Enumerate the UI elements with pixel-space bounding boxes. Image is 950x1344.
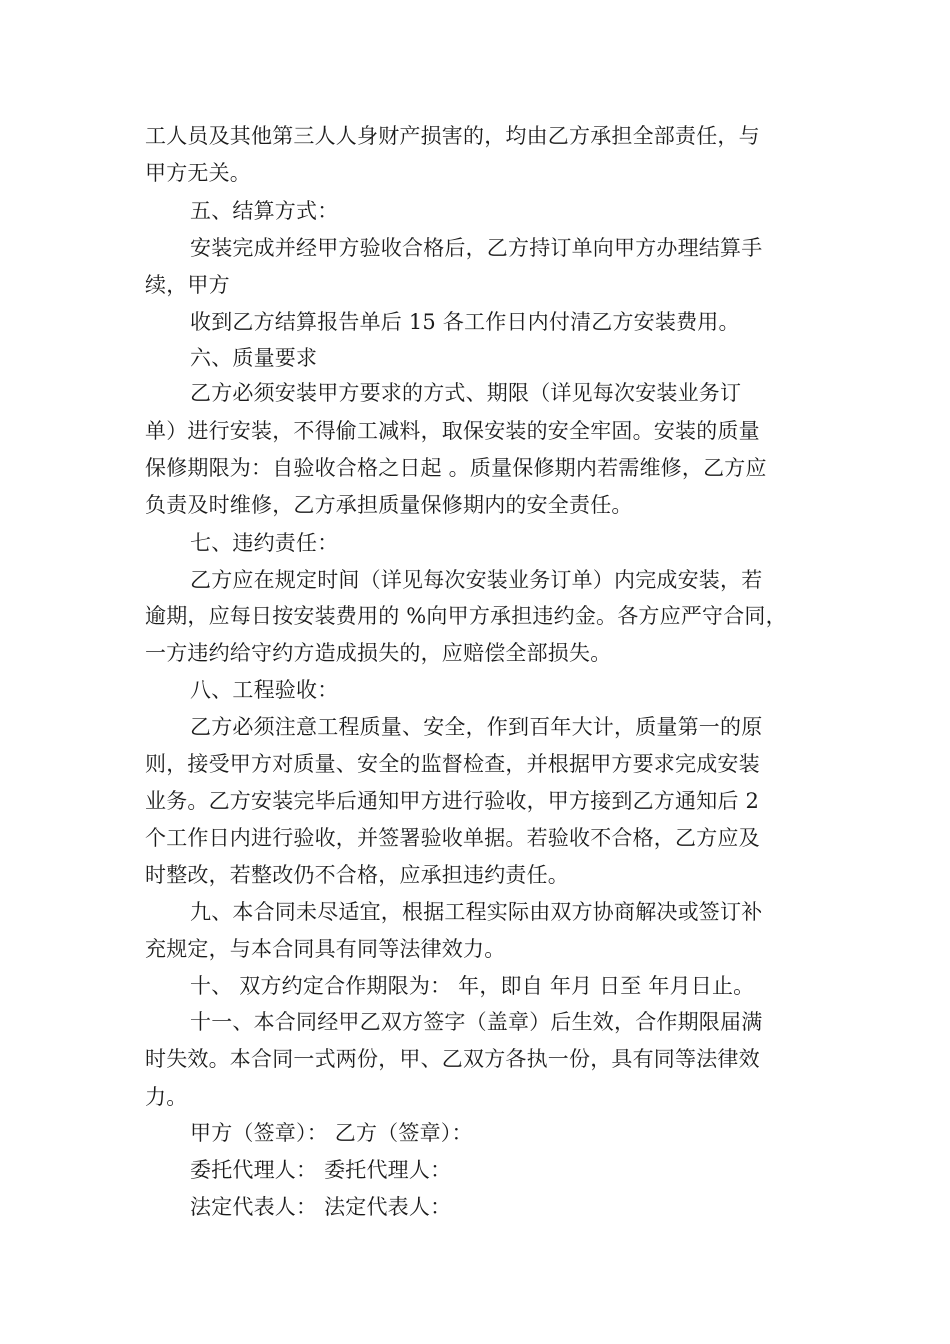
- text-line: 续，甲方: [145, 273, 230, 297]
- signature-line-party: 甲方（签章）： 乙方（签章）：: [190, 1121, 473, 1145]
- text-line: 力。: [145, 1085, 188, 1109]
- text-line: 个工作日内进行验收，并签署验收单据。若验收不合格，乙方应及: [145, 826, 760, 850]
- section-heading: 五、结算方式：: [190, 199, 339, 223]
- text-line: 收到乙方结算报告单后 15 各工作日内付清乙方安装费用。: [190, 310, 740, 334]
- text-line: 乙方应在规定时间（详见每次安装业务订单）内完成安装，若: [190, 568, 763, 592]
- text-line: 负责及时维修，乙方承担质量保修期内的安全责任。: [145, 493, 633, 517]
- signature-line-agent: 委托代理人： 委托代理人：: [190, 1158, 452, 1182]
- text-line: 甲方无关。: [145, 161, 251, 185]
- section-heading: 八、工程验收：: [190, 678, 339, 702]
- text-line: 十一、本合同经甲乙双方签字（盖章）后生效，合作期限届满: [190, 1010, 763, 1034]
- text-line: 单）进行安装，不得偷工减料，取保安装的安全牢固。安装的质量: [145, 419, 760, 443]
- text-line: 乙方必须注意工程质量、安全，作到百年大计，质量第一的原: [190, 715, 763, 739]
- signature-line-legal-rep: 法定代表人： 法定代表人：: [190, 1195, 452, 1219]
- section-heading: 六、质量要求: [190, 346, 318, 370]
- text-line: 时整改，若整改仍不合格，应承担违约责任。: [145, 863, 569, 887]
- text-line: 十、 双方约定合作期限为： 年，即自 年月 日至 年月日止。: [190, 974, 755, 998]
- text-line: 保修期限为：自验收合格之日起 。质量保修期内若需维修，乙方应: [145, 456, 767, 480]
- text-line: 则，接受甲方对质量、安全的监督检查，并根据甲方要求完成安装: [145, 752, 760, 776]
- text-line: 充规定，与本合同具有同等法律效力。: [145, 937, 506, 961]
- text-line: 业务。乙方安装完毕后通知甲方进行验收，甲方接到乙方通知后 2: [145, 789, 760, 813]
- text-line: 九、本合同未尽适宜，根据工程实际由双方协商解决或签订补: [190, 900, 763, 924]
- text-line: 一方违约给守约方造成损失的，应赔偿全部损失。: [145, 641, 612, 665]
- text-line: 时失效。本合同一式两份，甲、乙双方各执一份，具有同等法律效: [145, 1047, 760, 1071]
- text-line: 安装完成并经甲方验收合格后，乙方持订单向甲方办理结算手: [190, 236, 763, 260]
- section-heading: 七、违约责任：: [190, 531, 339, 555]
- text-line: 乙方必须安装甲方要求的方式、期限（详见每次安装业务订: [190, 381, 742, 405]
- text-line: 逾期，应每日按安装费用的 %向甲方承担违约金。各方应严守合同，: [145, 604, 787, 628]
- text-line: 工人员及其他第三人人身财产损害的，均由乙方承担全部责任，与: [145, 124, 760, 148]
